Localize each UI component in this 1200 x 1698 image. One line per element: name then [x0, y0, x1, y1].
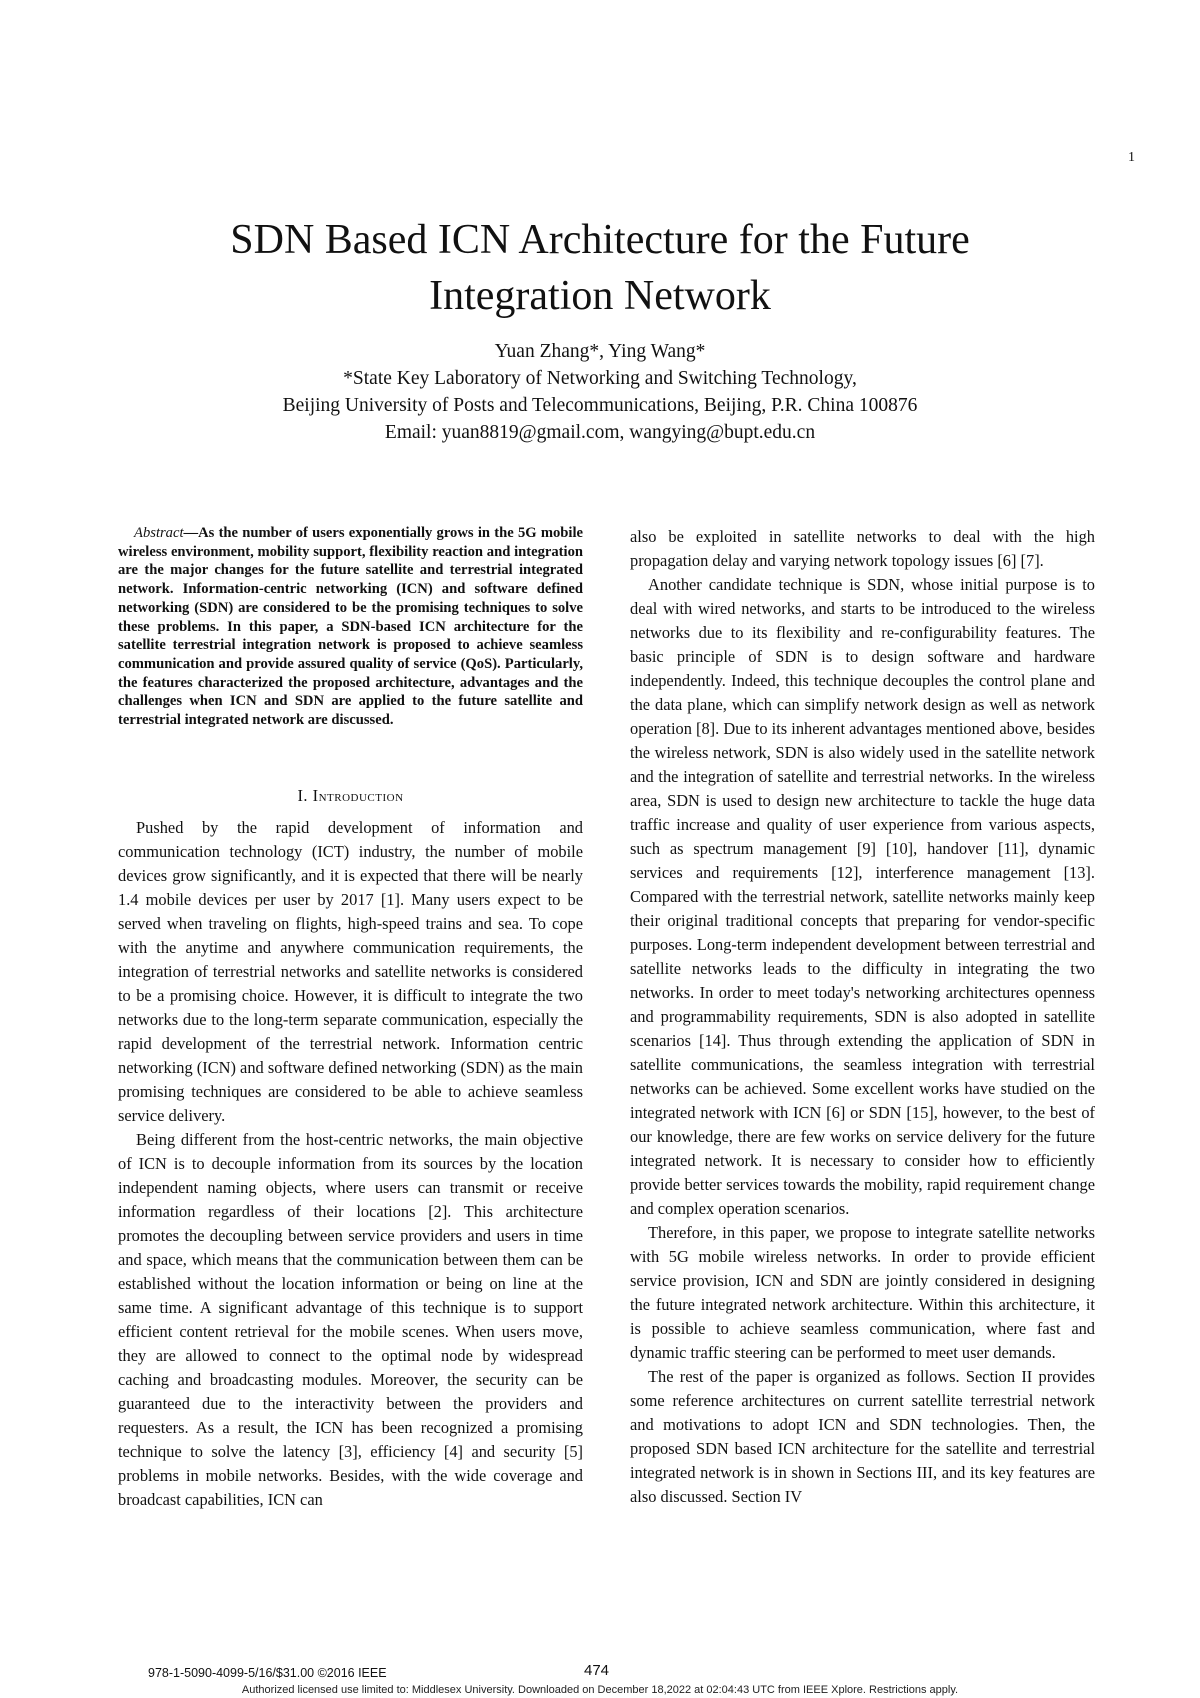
- intro-paragraph-2: Being different from the host-centric networks, the main objective of ICN is to decouple information from its sources by the location independent naming objects, where users can transmit or receive information regardless of their locations [2]. This architecture promotes the decoupling between service providers and users in time and space, which means that the communication between them can be established without the location information or being on line at the same time. A significant advantage of this technique is to support efficient content retrieval for the mobile scenes. When users move, they are allowed to connect to the optimal node by widespread caching and broadcasting modules. Moreover, the security can be guaranteed due to the interactivity between the providers and requesters. As a result, the ICN has been recognized a promising technique to solve the latency [3], efficiency [4] and security [5] problems in mobile networks. Besides, with the wide coverage and broadcast capabilities, ICN can: [118, 1129, 583, 1509]
- intro-paragraph-3: Another candidate technique is SDN, whose initial purpose is to deal with wired networks, and starts to be introduced to the wireless networks due to its flexibility and re-configurability features. The basic principle of SDN is to design software and hardware independently. Indeed, this technique decouples the control plane and the data plane, which can simplify network design as well as network operation [8]. Due to its inherent advantages mentioned above, besides the wireless network, SDN is also widely used in the satellite network and the integration of satellite and terrestrial networks. In the wireless area, SDN is used to design new architecture to tackle the huge data traffic increase and quality of user experience from various aspects, such as spectrum management [9] [10], handover [11], dynamic services and requirements [12], interference management [13]. Compared with the terrestrial network, satellite networks mainly keep their original traditional concepts that preparing for vendor-specific purposes. Long-term independent development between terrestrial and satellite networks leads to the difficulty in integrating the two networks. In order to meet today's networking architectures openness and programmability requirements, SDN is also adopted in satellite scenarios [14]. Thus through extending the application of SDN in satellite communications, the seamless integration with terrestrial networks can be achieved. Some excellent works have studied on the integrated network with ICN [6] or SDN [15], however, to the best of our knowledge, there are few works on service delivery for the future integrated network. It is necessary to consider how to efficiently provide better services towards the mobility, rapid requirement change and complex operation scenarios.: [630, 575, 1095, 1218]
- title-line-1: SDN Based ICN Architecture for the Future: [230, 217, 970, 263]
- abstract-label: Abstract: [134, 525, 184, 541]
- author-block: [0, 338, 1200, 446]
- author-email: Email: yuan8819@gmail.com, wangying@bupt.edu.cn: [384, 422, 816, 443]
- intro-paragraph-2-continued: also be exploited in satellite networks to deal with the high propagation delay and varying network topology issues [6] [7].: [630, 527, 1095, 570]
- intro-paragraph-4: Therefore, in this paper, we propose to integrate satellite networks with 5G mobile wireless networks. In order to provide efficient service provision, ICN and SDN are jointly considered in designing the future integrated network architecture. Within this architecture, it is possible to achieve seamless communication, where fast and dynamic traffic steering can be performed to meet user demands.: [630, 1223, 1095, 1362]
- intro-paragraph-1: Pushed by the rapid development of information and communication technology (ICT) industry, the number of mobile devices grow significantly, and it is expected that there will be nearly 1.4 mobile devices per user by 2017 [1]. Many users expect to be served when traveling on flights, high-speed trains and sea. To cope with the anytime and anywhere communication requirements, the integration of terrestrial networks and satellite networks is considered to be a promising choice. However, it is difficult to integrate the two networks due to the long-term separate communication, especially the rapid development of the terrestrial network. Information centric networking (ICN) and software defined networking (SDN) as the main promising techniques are considered to be able to achieve seamless service delivery.: [118, 817, 583, 1125]
- left-column: [118, 524, 583, 1512]
- paper-title: [0, 212, 1200, 324]
- abstract-text: —As the number of users exponentially grows in the 5G mobile wireless environment, mobility support, flexibility reaction and integration are the major changes for the future satellite and terrestrial integrated network. Information-centric networking (ICN) and software defined networking (SDN) are considered to be the promising techniques to solve these problems. In this paper, a SDN-based ICN architecture for the satellite terrestrial integration network is proposed to achieve seamless communication and provide assured quality of service (QoS). Particularly, the features characterized the proposed architecture, advantages and the challenges when ICN and SDN are applied to the future satellite and terrestrial integrated network are discussed.: [118, 525, 583, 729]
- affiliation-line-1: *State Key Laboratory of Networking and Switching Technology,: [343, 368, 857, 389]
- footer-license-notice: Authorized licensed use limited to: Middlesex University. Downloaded on December 18,2022 at 02:04:43 UTC from IEEE Xplore. Restrictions apply.: [241, 1684, 959, 1696]
- section-heading-introduction: I. Introduction: [297, 785, 404, 805]
- page-number-top: 1: [1128, 150, 1135, 165]
- intro-paragraph-5: The rest of the paper is organized as follows. Section II provides some reference architectures on current satellite terrestrial network and motivations to adopt ICN and SDN technologies. Then, the proposed SDN based ICN architecture for the satellite and terrestrial integrated network is in shown in Sections III, and its key features are also discussed. Section IV: [630, 1367, 1095, 1506]
- author-names: Yuan Zhang*, Ying Wang*: [494, 341, 706, 362]
- right-column: [630, 525, 1095, 1509]
- footer-isbn: 978-1-5090-4099-5/16/$31.00 ©2016 IEEE: [148, 1666, 387, 1680]
- title-line-2: Integration Network: [429, 273, 771, 319]
- footer-page-number: 474: [584, 1662, 610, 1679]
- abstract: [118, 524, 583, 730]
- affiliation-line-2: Beijing University of Posts and Telecommunications, Beijing, P.R. China 100876: [282, 395, 918, 416]
